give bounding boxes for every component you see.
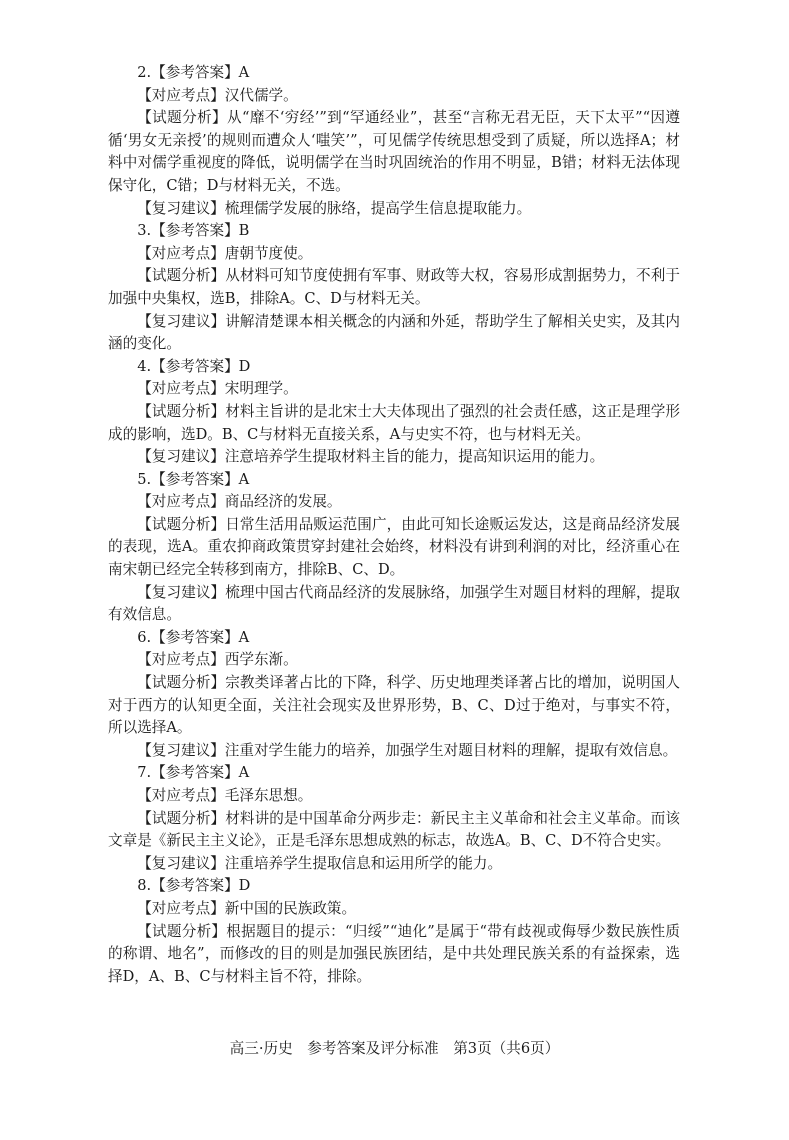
point-2: 【对应考点】汉代儒学。 (137, 86, 298, 104)
advice-3: 【复习建议】讲解清楚课本相关概念的内涵和外延，帮助学生了解相关史实，及其内涵的变化。 (108, 312, 680, 353)
answer-4: 4.【参考答案】D (137, 357, 251, 375)
analysis-6: 【试题分析】宗教类译著占比的下降，科学、历史地理类译著占比的增加，说明国人对于西方的认知更全面，关注社会现实及世界形势，B、C、D过于绝对，与事实不符，所以选择A。 (108, 674, 680, 737)
document-body (108, 62, 680, 988)
answer-6: 6.【参考答案】A (137, 628, 250, 646)
answer-8: 8.【参考答案】D (137, 877, 251, 895)
advice-5: 【复习建议】梳理中国古代商品经济的发展脉络，加强学生对题目材料的理解，提取有效信息。 (108, 583, 680, 624)
analysis-3: 【试题分析】从材料可知节度使拥有军事、财政等大权，容易形成割据势力，不利于加强中央集权，选B，排除A。C、D与材料无关。 (108, 267, 680, 307)
answer-5: 5.【参考答案】A (137, 470, 250, 488)
advice-2: 【复习建议】梳理儒学发展的脉络，提高学生信息提取能力。 (137, 199, 532, 217)
answer-2: 2.【参考答案】A (137, 64, 250, 81)
advice-4: 【复习建议】注意培养学生提取材料主旨的能力，提高知识运用的能力。 (137, 448, 605, 466)
point-7: 【对应考点】毛泽东思想。 (137, 787, 313, 804)
advice-7: 【复习建议】注重培养学生提取信息和运用所学的能力。 (137, 854, 503, 872)
analysis-8: 【试题分析】根据题目的提示：“归绥”“迪化”是属于“带有歧视或侮辱少数民族性质的称谓、地名”，而修改的目的则是加强民族团结，是中共处理民族关系的有益探索，选择D，A、B、C与材料主旨不符，排除。 (108, 922, 680, 985)
analysis-4: 【试题分析】材料主旨讲的是北宋士大夫体现出了强烈的社会责任感，这正是理学形成的影响，选D。B、C与材料无直接关系，A与史实不符，也与材料无关。 (108, 402, 680, 443)
answer-7: 7.【参考答案】A (137, 764, 250, 782)
answer-3: 3.【参考答案】B (137, 222, 250, 240)
page-footer: 高三·历史 参考答案及评分标准 第3页（共6页） (229, 1040, 560, 1057)
analysis-2: 【试题分析】从“靡不‘穷经’”到“罕通经业”，甚至“言称无君无臣，天下太平”“因遵循‘男女无亲授’的规则而遭众人‘嗤笑’”，可见儒学传统思想受到了质疑，所以选择A；材料中对儒学重视度的降低，说明儒学在当时巩固统治的作用不明显，B错；材料无法体现保守化，C错；D与材料无关，不选。 (108, 109, 680, 194)
analysis-7: 【试题分析】材料讲的是中国革命分两步走：新民主主义革命和社会主义革命。而该文章是《新民主主义论》，正是毛泽东思想成熟的标志，故选A。B、C、D不符合史实。 (108, 809, 680, 850)
advice-6: 【复习建议】注重对学生能力的培养，加强学生对题目材料的理解，提取有效信息。 (137, 741, 678, 759)
point-6: 【对应考点】西学东渐。 (137, 651, 298, 669)
point-5: 【对应考点】商品经济的发展。 (137, 493, 342, 511)
point-4: 【对应考点】宋明理学。 (137, 380, 298, 398)
analysis-5: 【试题分析】日常生活用品贩运范围广，由此可知长途贩运发达，这是商品经济发展的表现，选A。重农抑商政策贯穿封建社会始终，材料没有讲到利润的对比，经济重心在南宋朝已经完全转移到南方，排除B、C、D。 (108, 515, 680, 579)
point-3: 【对应考点】唐朝节度使。 (137, 244, 313, 262)
point-8: 【对应考点】新中国的民族政策。 (137, 899, 357, 917)
